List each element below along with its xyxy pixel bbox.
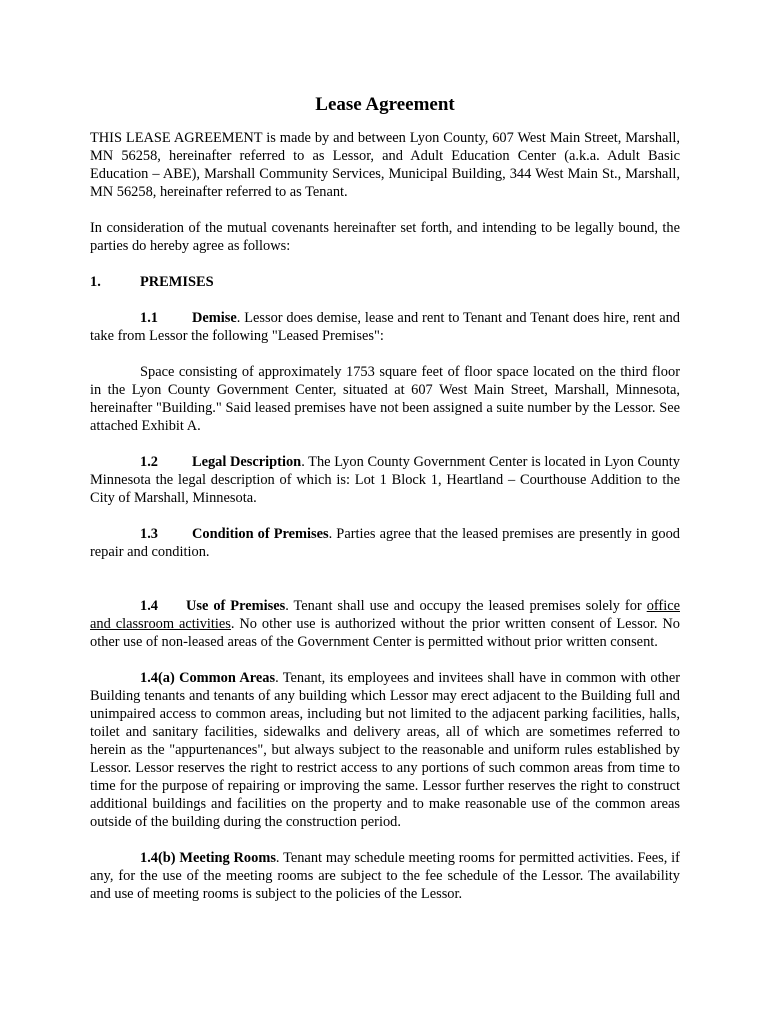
clause-1-1 <box>90 309 680 345</box>
clause-label: 1.4(a) <box>140 670 175 686</box>
clause-number: 1.1 <box>140 310 158 326</box>
clause-heading: Use of Premises <box>186 598 286 614</box>
clause-heading: Legal Description <box>192 454 302 470</box>
consideration-paragraph: In consideration of the mutual covenants hereinafter set forth, and intending to be legally bound, the parties do hereby agree as follows: <box>90 220 680 254</box>
space-paragraph: Space consisting of approximately 1753 square feet of floor space located on the third floor in the Lyon County Government Center, situated at 607 West Main Street, Marshall, Minnesota, hereinafter "Building." Said leased premises have not been assigned a suite number by the Lessor. See attached Exhibit A. <box>90 364 680 434</box>
clause-text: . The Lyon County Government Center is located in Lyon County Minnesota the legal description of which is: Lot 1 Block 1, Heartland – Courthouse Addition to the City of Marshall, Minnesota. <box>90 454 680 506</box>
clause-text: . Tenant shall use and occupy the leased premises solely for <box>285 598 647 614</box>
clause-heading: Condition of Premises <box>192 526 329 542</box>
clause-heading: Meeting Rooms <box>179 850 276 866</box>
section-heading-premises <box>90 273 680 291</box>
clause-text: . No other use is authorized without the prior written consent of Lessor. No other use of non-leased areas of the Government Center is permitted without prior written consent. <box>90 616 680 650</box>
section-number: 1. <box>90 274 101 290</box>
clause-1-4a <box>90 669 680 831</box>
clause-1-4 <box>90 597 680 651</box>
clause-heading: Common Areas <box>179 670 276 686</box>
section-title: PREMISES <box>140 274 214 290</box>
clause-heading: Demise <box>192 310 237 326</box>
clause-number: 1.4 <box>140 598 158 614</box>
clause-number: 1.2 <box>140 454 158 470</box>
clause-text: . Lessor does demise, lease and rent to Tenant and Tenant does hire, rent and take from Lessor the following "Leased Premises": <box>90 310 680 344</box>
clause-label: 1.4(b) <box>140 850 176 866</box>
intro-paragraph: THIS LEASE AGREEMENT is made by and between Lyon County, 607 West Main Street, Marshall, MN 56258, hereinafter referred to as Lessor, and Adult Education Center (a.k.a. Adult Basic Education – ABE), Marshall Community Services, Municipal Building, 344 West Main St., Marshall, MN 56258, hereinafter referred to as Tenant. <box>90 130 680 200</box>
clause-1-2 <box>90 453 680 507</box>
document-page <box>90 93 680 921</box>
clause-text: . Tenant, its employees and invitees shall have in common with other Building tenants and tenants of any building which Lessor may erect adjacent to the Building full and unimpaired access to common areas, including but not limited to the adjacent parking facilities, halls, toilet and sanitary facilities, sidewalks and delivery areas, all of which are sometimes referred to herein as the "appurtenances", but always subject to the reasonable and uniform rules established by Lessor. Lessor reserves the right to restrict access to any portions of such common areas from time to time for the purpose of repairing or improving the same. Lessor further reserves the right to construct additional buildings and facilities on the property and to make reasonable use of the common areas outside of the building during the construction period. <box>90 670 680 830</box>
clause-text: . Parties agree that the leased premises are presently in good repair and condition. <box>90 526 680 560</box>
clause-number: 1.3 <box>140 526 158 542</box>
clause-1-3 <box>90 525 680 561</box>
clause-text: . Tenant may schedule meeting rooms for permitted activities. Fees, if any, for the use of the meeting rooms are subject to the fee schedule of the Lessor. The availability and use of meeting rooms is subject to the policies of the Lessor. <box>90 850 680 902</box>
document-title: Lease Agreement <box>315 94 455 115</box>
clause-1-4b <box>90 849 680 903</box>
underlined-permitted-use: office and classroom activities <box>90 598 680 632</box>
